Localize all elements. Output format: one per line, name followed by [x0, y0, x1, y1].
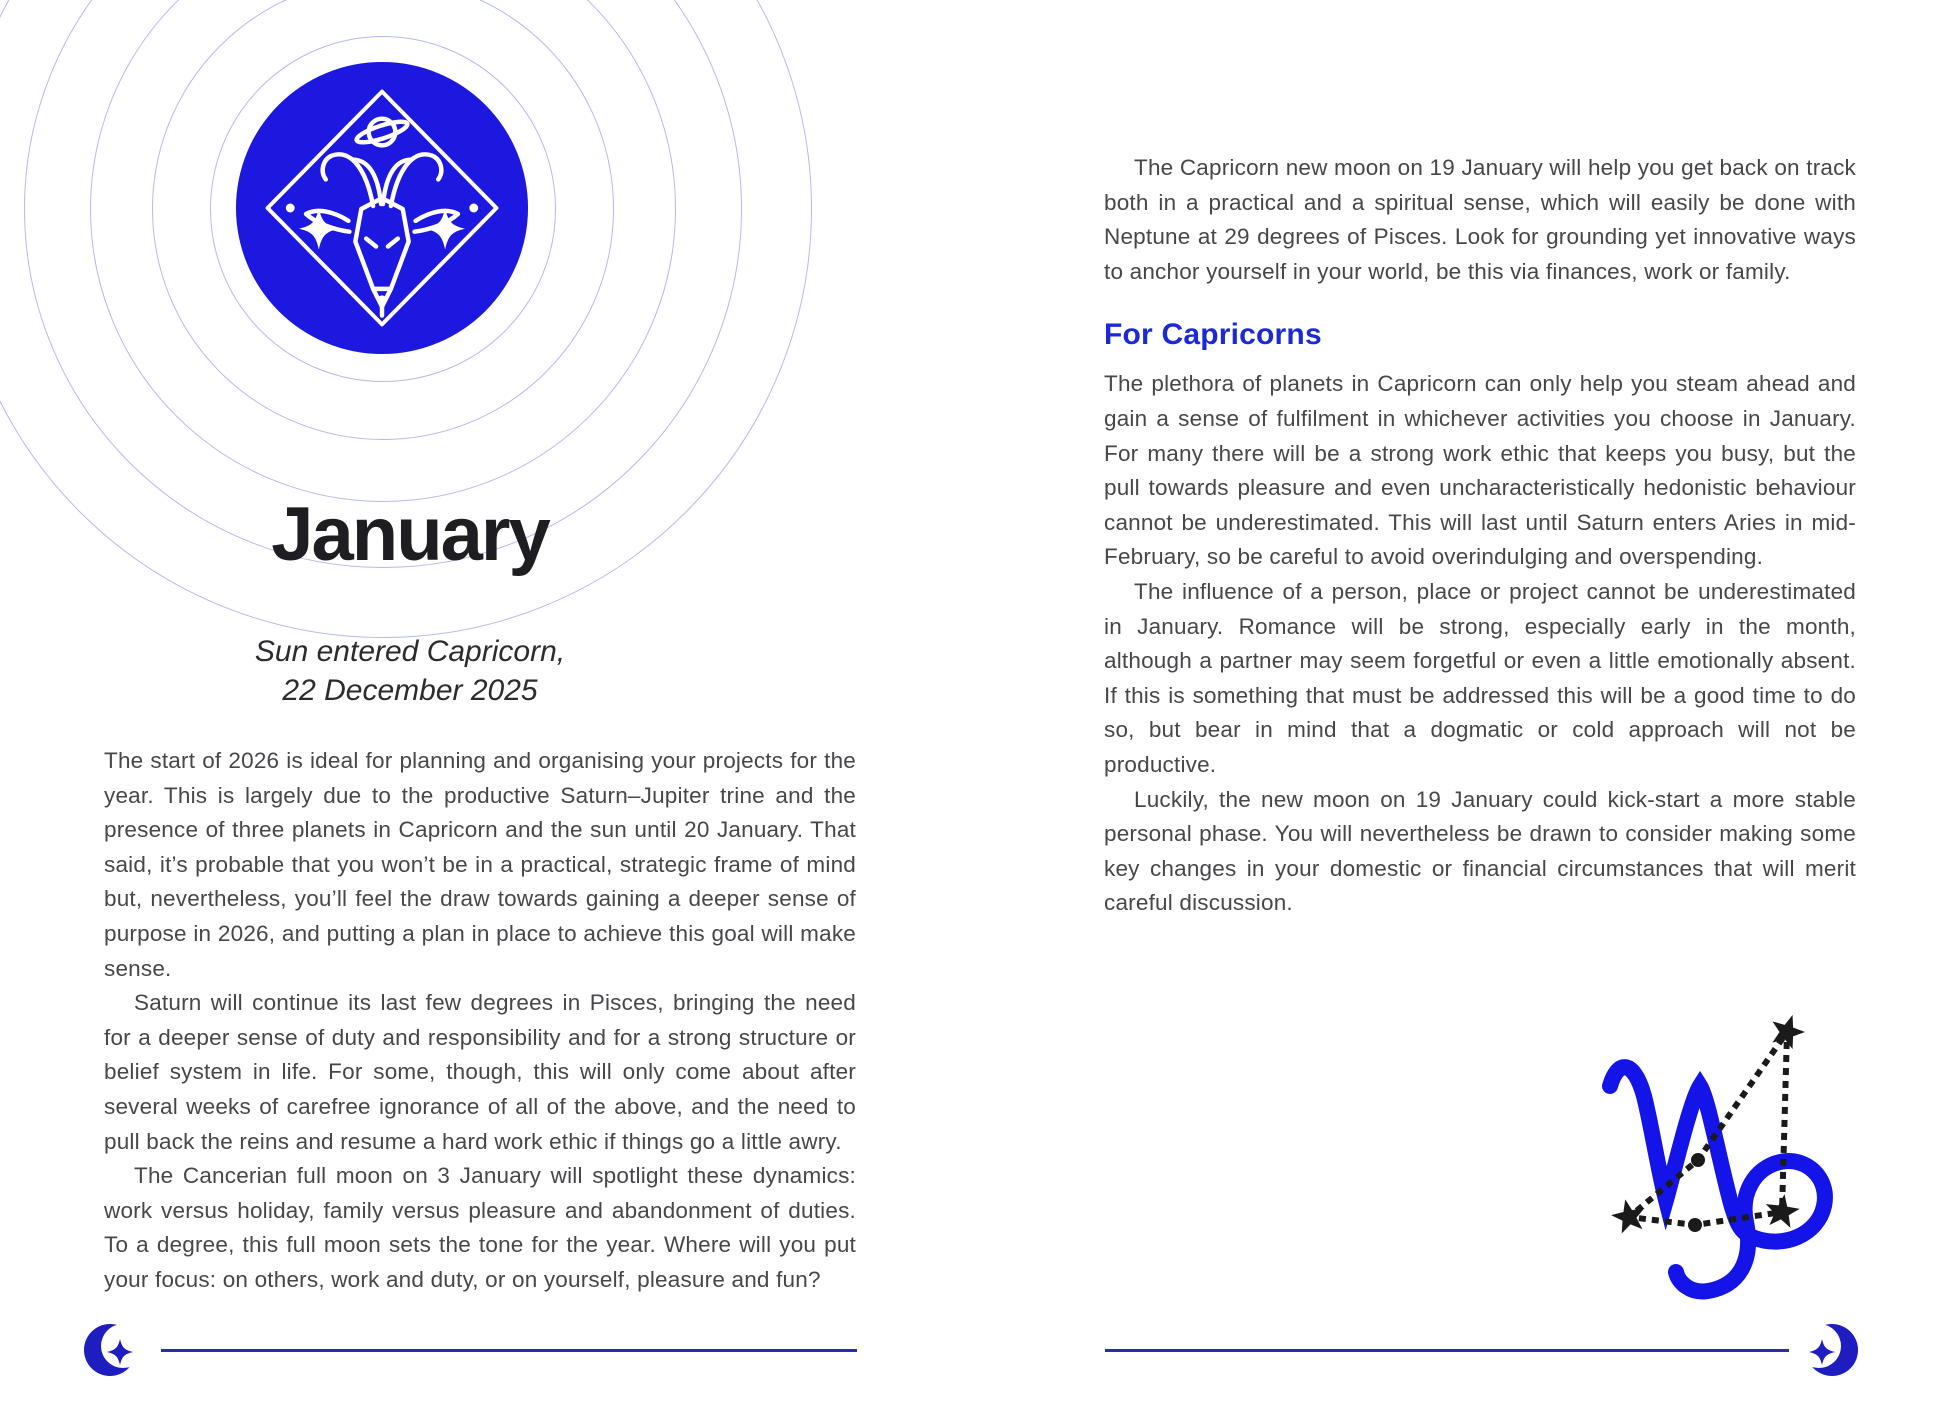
paragraph: The Capricorn new moon on 19 January will help you get back on track both in a practical and a spiritual sense, which will easily be done with Neptune at 29 degrees of Pisces. Look for grounding yet innovative ways to anchor yourself in your world, be this via finances, work or family. — [1104, 155, 1856, 284]
crescent-moon-sparkle-icon — [1800, 1320, 1860, 1380]
right-body-text — [1104, 151, 1856, 921]
capricorn-glyph-constellation-icon — [1588, 1004, 1900, 1336]
paragraph: The influence of a person, place or project cannot be underestimated in January. Romance will be strong, especially early in the month, although a partner may seem forgetful or even a little emotionally absent. If this is something that must be addressed this will be a good time to do so, but bear in mind that a dogmatic or cold approach will not be productive. — [1104, 578, 1856, 777]
left-body-text — [104, 744, 856, 1298]
subtitle-line-1: Sun entered Capricorn, — [254, 635, 566, 668]
crescent-moon-sparkle-icon — [82, 1320, 142, 1380]
paragraph: Luckily, the new moon on 19 January could kick-start a more stable personal phase. You will nevertheless be drawn to consider making some key changes in your domestic or financial circumstances that will merit careful discussion. — [1104, 786, 1856, 916]
capricorn-emblem-icon — [234, 60, 530, 356]
footer-rule — [161, 1349, 857, 1352]
paragraph: The Cancerian full moon on 3 January will spotlight these dynamics: work versus holiday, family versus pleasure and abandonment of duties. To a degree, this full moon sets the tone for the year. Where will you put your focus: on others, work and duty, or on yourself, pleasure and fun? — [104, 1163, 856, 1292]
chapter-subtitle — [90, 632, 730, 710]
paragraph: The plethora of planets in Capricorn can only help you steam ahead and gain a sense of fulfilment in whichever activities you choose in January. For many there will be a strong work ethic that keeps you busy, but the pull towards pleasure and even uncharacteristically hedonistic behaviour cannot be underestimated. This will last until Saturn enters Aries in mid-February, so be careful to avoid overindulging and overspending. — [1104, 371, 1856, 570]
paragraph: Saturn will continue its last few degrees in Pisces, bringing the need for a deeper sense of duty and responsibility and for a strong structure or belief system in life. For some, though, this will only come about after several weeks of carefree ignorance of all of the above, and the need to pull back the reins and resume a hard work ethic if things go a little awry. — [104, 990, 856, 1154]
footer-rule — [1105, 1349, 1789, 1352]
month-title: January — [271, 492, 549, 577]
paragraph: The start of 2026 is ideal for planning and organising your projects for the year. This is largely due to the productive Saturn–Jupiter trine and the presence of three planets in Capricorn and the sun until 20 January. That said, it’s probable that you won’t be in a practical, strategic frame of mind but, nevertheless, you’ll feel the draw towards gaining a deeper sense of purpose in 2026, and putting a plan in place to achieve this goal will make sense. — [104, 748, 856, 981]
section-heading: For Capricorns — [1104, 318, 1322, 352]
subtitle-line-2: 22 December 2025 — [282, 674, 538, 707]
